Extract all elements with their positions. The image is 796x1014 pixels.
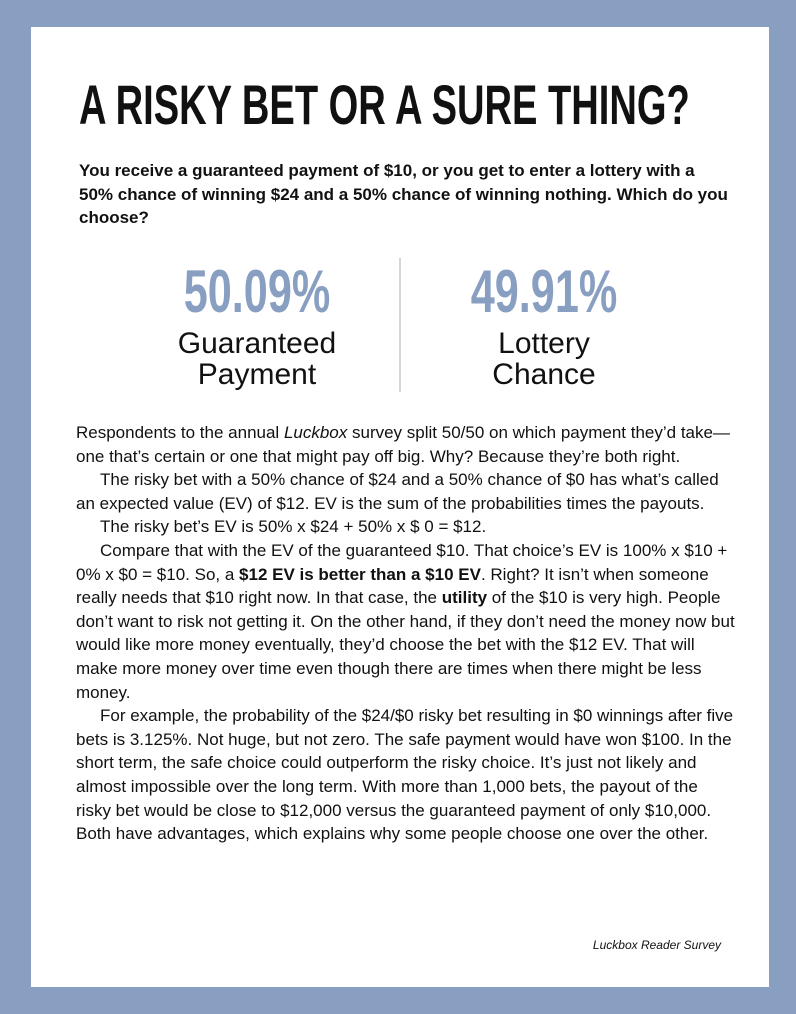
stat-value: 50.09% — [183, 258, 331, 325]
stat-label-line2: Chance — [492, 358, 596, 391]
body-paragraph-5: For example, the probability of the $24/$0 risky bet resulting in $0 winnings after five bets is 3.125%. Not huge, but not zero. The safe payment would have won $100. In the short term, the safe choice could outperform the risky choice. It’s just not likely and almost impossible over the long term. With more than 1,000 bets, the payout of the risky bet would be close to $12,000 versus the guaranteed payment of only $10,000. Both have advantages, which explains why some people choose one over the other. — [76, 706, 734, 844]
stat-label-line1: Guaranteed — [177, 327, 337, 360]
stat-guaranteed-payment — [127, 257, 387, 389]
p4-bold-utility: utility — [441, 588, 488, 608]
stat-lottery-chance — [414, 257, 674, 389]
p4-text-a: Compare that with the EV of the guaranteed $10. That choice’s EV is 100% x $10 + 0% x $0 = $10. So, a — [76, 540, 728, 584]
stat-label-line1: Lottery — [498, 327, 590, 360]
stat-label-line2: Payment — [197, 358, 317, 391]
p1-text-start: Respondents to the annual — [76, 423, 284, 442]
p4-bold-ev: $12 EV is better than a $10 EV — [239, 564, 481, 584]
p4-text-b: . Right? It isn’t when someone really needs that $10 right now. In that case, the — [76, 564, 709, 608]
stat-divider — [399, 258, 401, 392]
article-title: A RISKY BET OR A SURE THING? — [79, 73, 690, 136]
article-body — [76, 421, 736, 846]
body-paragraph-3: The risky bet’s EV is 50% x $24 + 50% x $ 0 = $12. — [100, 517, 487, 537]
stat-value: 49.91% — [470, 258, 618, 325]
body-paragraph-2: The risky bet with a 50% chance of $24 and a 50% chance of $0 has what’s called an expected value (EV) of $12. EV is the sum of the probabilities times the payouts. — [76, 470, 719, 513]
body-paragraph-1 — [76, 421, 736, 468]
p4-text-c: of the $10 is very high. People don’t want to risk not getting it. On the other hand, if they don’t need the money now but would like more money eventually, they’d choose the bet with the $12 EV. That will make more money over time even though there are times when there might be less money. — [76, 588, 735, 702]
source-credit: Luckbox Reader Survey — [592, 938, 721, 952]
p1-text-end: survey split 50/50 on which payment they’d take—one that’s certain or one that might pay off big. Why? Because they’re both right. — [76, 423, 730, 466]
publication-name: Luckbox — [283, 423, 348, 442]
article-card — [31, 27, 769, 987]
survey-question: You receive a guaranteed payment of $10, or you get to enter a lottery with a 50% chance of winning $24 and a 50% chance of winning nothing. Which do you choose? — [79, 161, 728, 227]
body-paragraph-4 — [76, 539, 736, 704]
